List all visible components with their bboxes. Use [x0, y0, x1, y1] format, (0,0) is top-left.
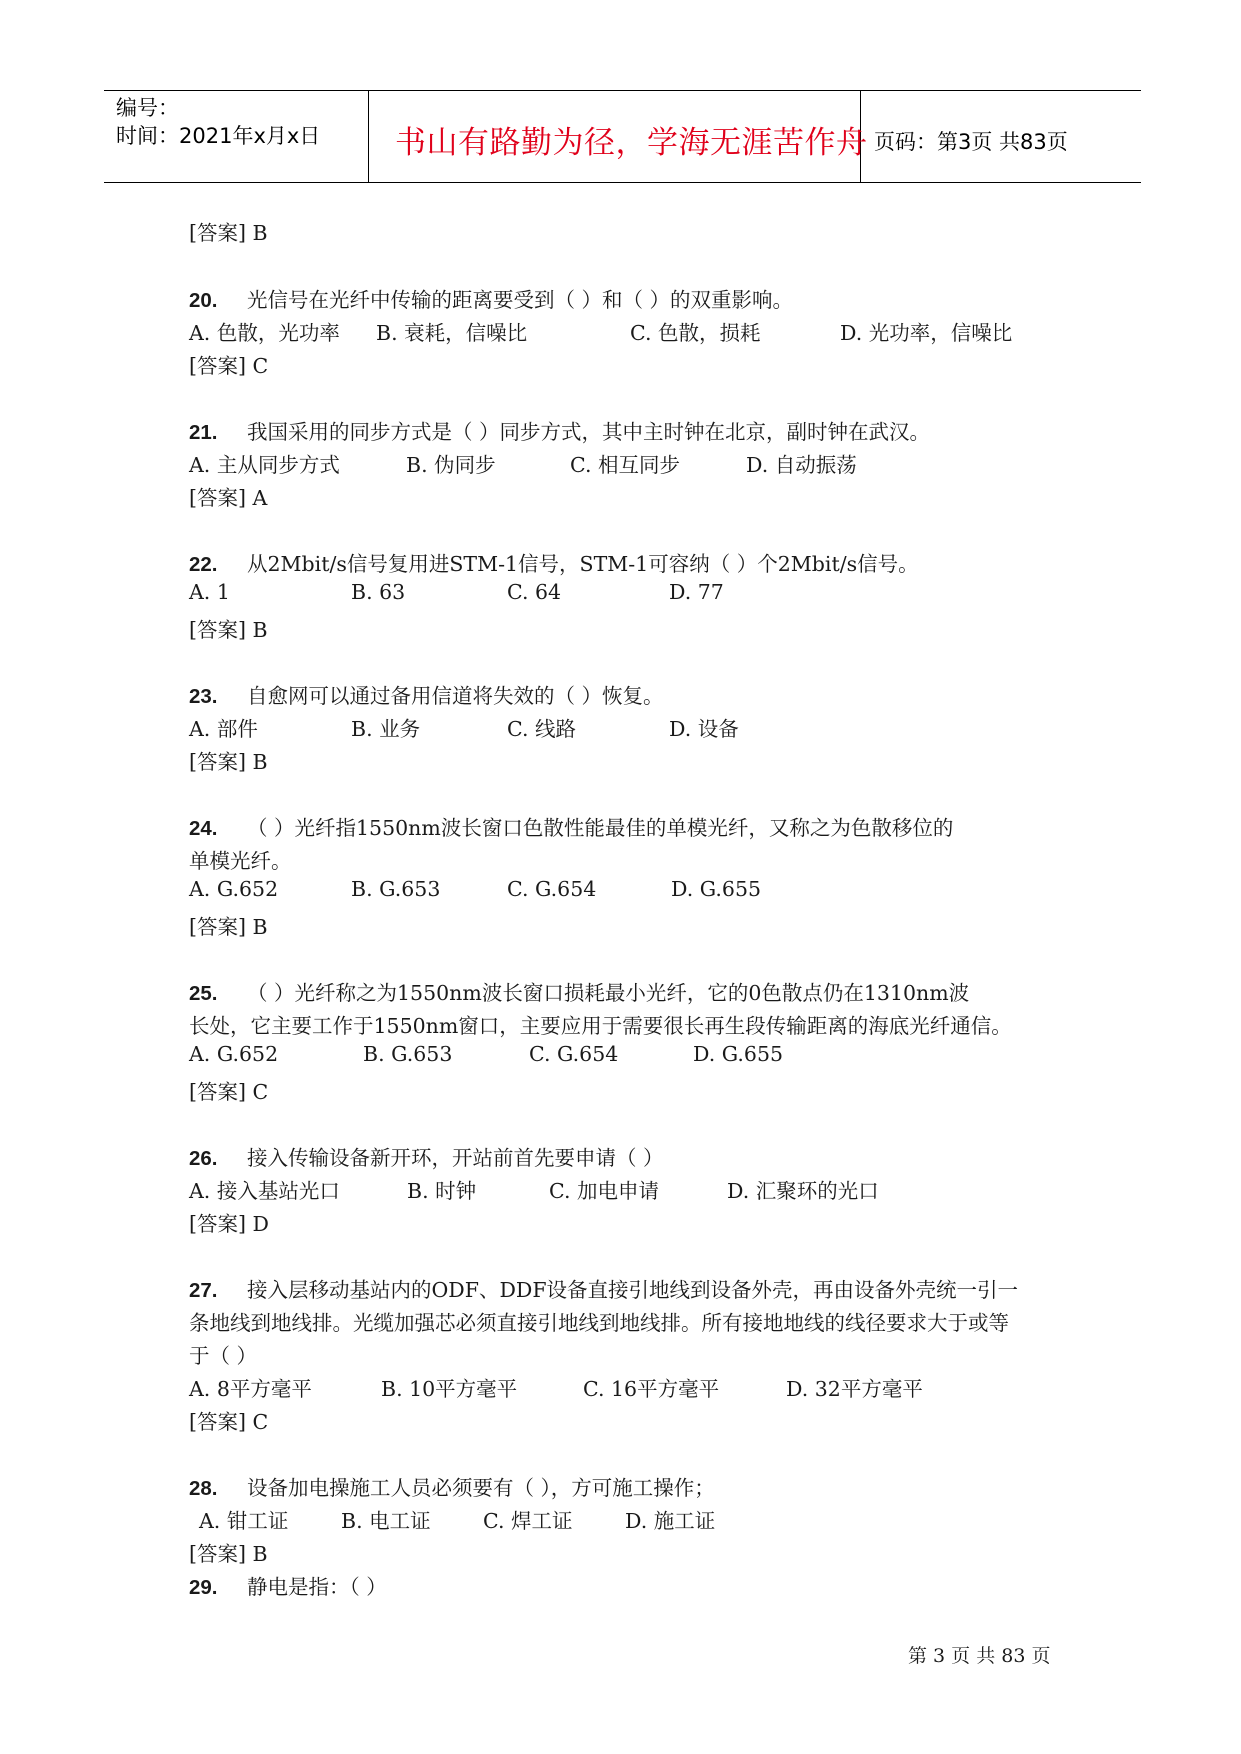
option-c: C. 色散，损耗 — [630, 321, 761, 345]
option-d: D. G.655 — [671, 877, 762, 901]
question-number: 20. — [189, 289, 218, 312]
option-c: C. 焊工证 — [483, 1509, 573, 1533]
question-number: 21. — [189, 421, 218, 444]
question-stem-continued — [189, 1306, 1009, 1336]
option-b: B. 10平方毫平 — [381, 1377, 518, 1401]
option-d: D. 77 — [669, 580, 724, 604]
question-stem-continued — [189, 1009, 1012, 1039]
header-divider-left — [368, 90, 369, 183]
answer-line: [答案] C — [189, 1080, 269, 1104]
answer-line: [答案] C — [189, 1410, 269, 1434]
option-c: C. 64 — [507, 580, 562, 604]
question-stem — [189, 1273, 1018, 1303]
question-stem-continued — [189, 1339, 257, 1369]
option-a: A. G.652 — [189, 877, 279, 901]
option-b: B. 伪同步 — [406, 453, 496, 477]
option-d: D. G.655 — [693, 1042, 784, 1066]
option-a: A. 主从同步方式 — [189, 453, 340, 477]
question-text: 自愈网可以通过备用信道将失效的（ ）恢复。 — [247, 684, 664, 708]
option-a: A. 1 — [189, 580, 230, 604]
option-b: B. 衰耗，信噪比 — [376, 321, 528, 345]
answer-line: [答案] B — [189, 1542, 268, 1566]
question-text: （ ）光纤称之为1550nm波长窗口损耗最小光纤，它的0色散点仍在1310nm波 — [247, 981, 970, 1005]
options-row — [189, 1504, 1089, 1537]
question-stem — [189, 547, 919, 577]
question-stem — [189, 283, 793, 313]
option-c: C. G.654 — [529, 1042, 619, 1066]
options-row — [189, 877, 1089, 910]
option-b: B. 电工证 — [341, 1509, 431, 1533]
question-number: 22. — [189, 553, 218, 576]
option-c: C. 线路 — [507, 717, 576, 741]
option-a: A. 8平方毫平 — [189, 1377, 312, 1401]
question-text: 条地线到地线排。光缆加强芯必须直接引地线到地线排。所有接地地线的线径要求大于或等 — [189, 1311, 1009, 1335]
page-footer: 第 3 页 共 83 页 — [908, 1645, 1051, 1667]
question-text: 于（ ） — [189, 1344, 258, 1368]
question-text: 设备加电操施工人员必须要有（ ），方可施工操作； — [247, 1476, 715, 1500]
question-number: 28. — [189, 1477, 218, 1500]
serial-label: 编号： — [116, 96, 179, 120]
page-label: 页码：第3页 共83页 — [874, 130, 1068, 154]
question-number: 23. — [189, 685, 218, 708]
question-text: 我国采用的同步方式是（ ）同步方式，其中主时钟在北京，副时钟在武汉。 — [247, 420, 931, 444]
question-text: 长处，它主要工作于1550nm窗口，主要应用于需要很长再生段传输距离的海底光纤通信。 — [189, 1014, 1012, 1038]
question-stem — [189, 1471, 715, 1501]
answer-line: [答案] D — [189, 1212, 269, 1236]
question-text: 静电是指：（ ） — [247, 1575, 387, 1599]
question-number: 29. — [189, 1576, 218, 1599]
option-d: D. 32平方毫平 — [786, 1377, 923, 1401]
question-text: 接入层移动基站内的ODF、DDF设备直接引地线到设备外壳，再由设备外壳统一引一 — [247, 1278, 1019, 1302]
options-row — [189, 316, 1089, 349]
time-label: 时间：2021年x月x日 — [116, 124, 321, 148]
question-text: （ ）光纤指1550nm波长窗口色散性能最佳的单模光纤，又称之为色散移位的 — [247, 816, 954, 840]
option-b: B. 业务 — [351, 717, 421, 741]
question-text: 从2Mbit/s信号复用进STM-1信号，STM-1可容纳（ ）个2Mbit/s信号。 — [247, 552, 919, 576]
option-c: C. 16平方毫平 — [583, 1377, 720, 1401]
header-bottom-rule — [104, 182, 1141, 183]
option-c: C. 相互同步 — [570, 453, 680, 477]
option-b: B. 时钟 — [407, 1179, 477, 1203]
question-number: 24. — [189, 817, 218, 840]
question-stem — [189, 415, 930, 445]
question-stem — [189, 679, 664, 709]
header-motto: 书山有路勤为径，学海无涯苦作舟 — [395, 125, 868, 161]
option-c: C. 加电申请 — [549, 1179, 659, 1203]
option-a: A. 部件 — [189, 717, 258, 741]
question-text: 单模光纤。 — [189, 849, 292, 873]
answer-line: [答案] C — [189, 354, 269, 378]
option-a: A. G.652 — [189, 1042, 279, 1066]
option-d: D. 光功率，信噪比 — [840, 321, 1013, 345]
answer-line: [答案] B — [189, 221, 268, 245]
option-d: D. 自动振荡 — [746, 453, 857, 477]
question-stem — [189, 811, 953, 841]
option-b: B. G.653 — [363, 1042, 453, 1066]
options-row — [189, 448, 1089, 481]
question-number: 27. — [189, 1279, 218, 1302]
question-stem — [189, 1570, 387, 1600]
question-stem — [189, 976, 969, 1006]
option-b: B. G.653 — [351, 877, 441, 901]
question-number: 26. — [189, 1147, 218, 1170]
header-top-rule — [104, 90, 1141, 91]
question-number: 25. — [189, 982, 218, 1005]
option-c: C. G.654 — [507, 877, 597, 901]
question-text: 光信号在光纤中传输的距离要受到（ ）和（ ）的双重影响。 — [247, 288, 794, 312]
option-b: B. 63 — [351, 580, 406, 604]
options-row — [189, 1372, 1089, 1405]
option-d: D. 施工证 — [625, 1509, 716, 1533]
options-row — [189, 1042, 1089, 1075]
option-a: A. 钳工证 — [199, 1509, 289, 1533]
answer-line: [答案] A — [189, 486, 268, 510]
question-stem-continued — [189, 844, 292, 874]
answer-line: [答案] B — [189, 750, 268, 774]
question-stem — [189, 1141, 664, 1171]
option-d: D. 设备 — [669, 717, 739, 741]
option-a: A. 接入基站光口 — [189, 1179, 340, 1203]
options-row — [189, 712, 1089, 745]
question-text: 接入传输设备新开环，开站前首先要申请（ ） — [247, 1146, 664, 1170]
answer-line: [答案] B — [189, 915, 268, 939]
options-row — [189, 580, 1089, 613]
answer-line: [答案] B — [189, 618, 268, 642]
option-a: A. 色散，光功率 — [189, 321, 340, 345]
options-row — [189, 1174, 1089, 1207]
option-d: D. 汇聚环的光口 — [727, 1179, 879, 1203]
